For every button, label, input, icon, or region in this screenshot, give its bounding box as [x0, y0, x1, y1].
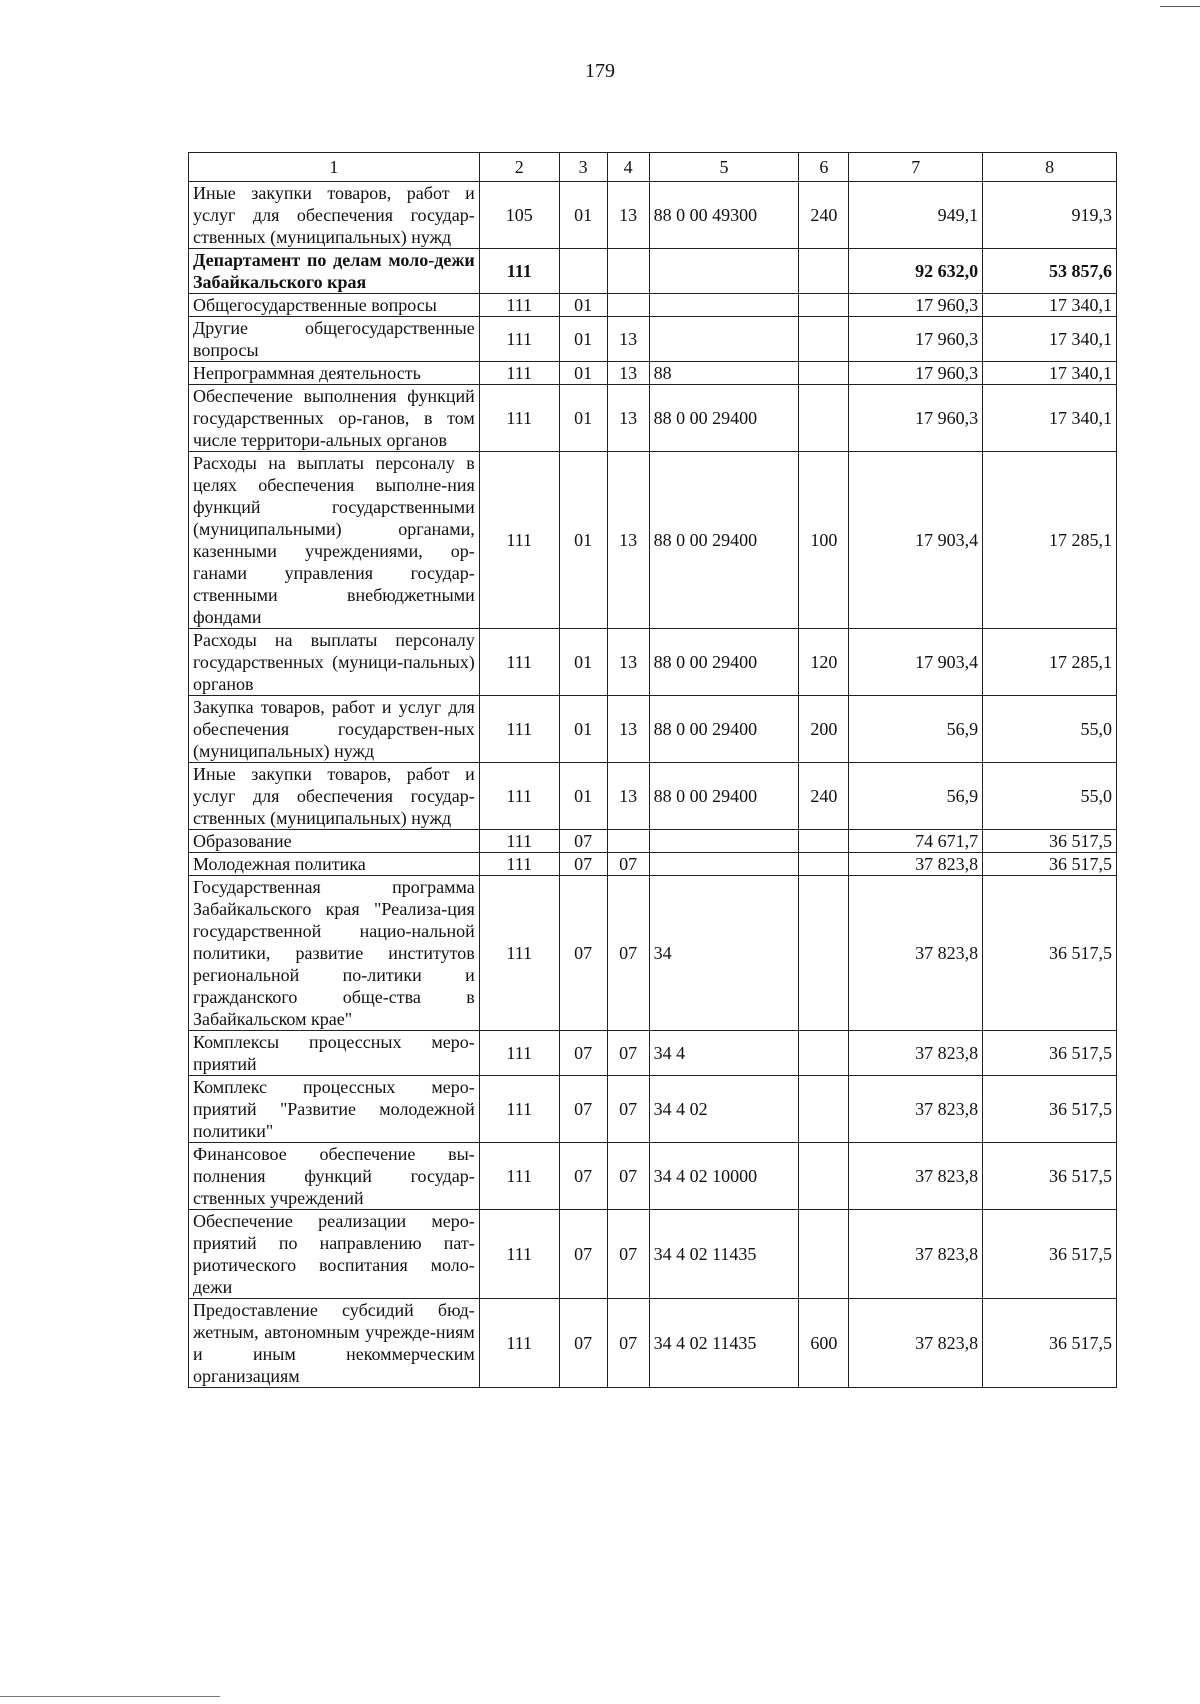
- target-article-code: [649, 294, 799, 317]
- target-article-code: 34 4 02 10000: [649, 1143, 799, 1210]
- subsection-code: 13: [607, 317, 649, 362]
- ministry-code: 111: [479, 249, 559, 294]
- table-row: [189, 249, 1117, 294]
- section-code: 01: [559, 696, 607, 763]
- section-code: 01: [559, 763, 607, 830]
- section-code: 01: [559, 452, 607, 629]
- amount-year-2: 36 517,5: [983, 1143, 1117, 1210]
- amount-year-1: 949,1: [849, 182, 983, 249]
- table-row: [189, 830, 1117, 853]
- budget-table: [188, 152, 1117, 1388]
- target-article-code: 34 4 02: [649, 1076, 799, 1143]
- amount-year-2: 17 340,1: [983, 385, 1117, 452]
- column-header: 7: [849, 153, 983, 182]
- budget-item-name: Иные закупки товаров, работ и услуг для обеспечения государ-ственных (муниципальных) нужд: [189, 182, 480, 249]
- table-row: [189, 1076, 1117, 1143]
- budget-item-name: Департамент по делам моло-дежи Забайкальского края: [189, 249, 480, 294]
- table-row: [189, 763, 1117, 830]
- table-row: [189, 629, 1117, 696]
- subsection-code: 07: [607, 1076, 649, 1143]
- table-row: [189, 385, 1117, 452]
- section-code: 07: [559, 876, 607, 1031]
- amount-year-2: 36 517,5: [983, 876, 1117, 1031]
- budget-item-name: Обеспечение выполнения функций государственных ор-ганов, в том числе территори-альных органов: [189, 385, 480, 452]
- expense-type-code: [799, 1076, 849, 1143]
- table-row: [189, 853, 1117, 876]
- expense-type-code: [799, 1143, 849, 1210]
- subsection-code: 13: [607, 696, 649, 763]
- target-article-code: 34 4 02 11435: [649, 1210, 799, 1299]
- amount-year-2: 36 517,5: [983, 1210, 1117, 1299]
- target-article-code: 88 0 00 29400: [649, 385, 799, 452]
- section-code: [559, 249, 607, 294]
- target-article-code: 88 0 00 29400: [649, 696, 799, 763]
- target-article-code: 88: [649, 362, 799, 385]
- amount-year-1: 17 903,4: [849, 452, 983, 629]
- amount-year-1: 92 632,0: [849, 249, 983, 294]
- amount-year-2: 55,0: [983, 763, 1117, 830]
- column-header: 8: [983, 153, 1117, 182]
- section-code: 07: [559, 1299, 607, 1388]
- section-code: 01: [559, 182, 607, 249]
- target-article-code: [649, 317, 799, 362]
- ministry-code: 111: [479, 876, 559, 1031]
- section-code: 07: [559, 853, 607, 876]
- table-row: [189, 876, 1117, 1031]
- budget-table-body: [189, 153, 1117, 1388]
- table-row: [189, 294, 1117, 317]
- budget-item-name: Другие общегосударственные вопросы: [189, 317, 480, 362]
- amount-year-2: 36 517,5: [983, 1299, 1117, 1388]
- amount-year-1: 56,9: [849, 696, 983, 763]
- table-row: [189, 1299, 1117, 1388]
- target-article-code: 34 4: [649, 1031, 799, 1076]
- table-row: [189, 362, 1117, 385]
- amount-year-2: 919,3: [983, 182, 1117, 249]
- target-article-code: [649, 249, 799, 294]
- ministry-code: 111: [479, 452, 559, 629]
- ministry-code: 111: [479, 294, 559, 317]
- column-header: 6: [799, 153, 849, 182]
- amount-year-2: 17 340,1: [983, 317, 1117, 362]
- table-row: [189, 1031, 1117, 1076]
- amount-year-1: 37 823,8: [849, 853, 983, 876]
- budget-item-name: Иные закупки товаров, работ и услуг для обеспечения государ-ственных (муниципальных) нужд: [189, 763, 480, 830]
- amount-year-2: 36 517,5: [983, 853, 1117, 876]
- section-code: 07: [559, 1076, 607, 1143]
- budget-item-name: Расходы на выплаты персоналу в целях обеспечения выполне-ния функций государственными (муниципальными) органами, казенными учреждениями, ор-ганами управления государ-ственными внебюджетными фондами: [189, 452, 480, 629]
- budget-item-name: Финансовое обеспечение вы-полнения функций государ-ственных учреждений: [189, 1143, 480, 1210]
- subsection-code: 07: [607, 1031, 649, 1076]
- expense-type-code: [799, 385, 849, 452]
- subsection-code: 07: [607, 1299, 649, 1388]
- target-article-code: 34 4 02 11435: [649, 1299, 799, 1388]
- amount-year-1: 17 960,3: [849, 317, 983, 362]
- section-code: 01: [559, 362, 607, 385]
- subsection-code: 13: [607, 763, 649, 830]
- ministry-code: 111: [479, 1210, 559, 1299]
- subsection-code: 13: [607, 362, 649, 385]
- bottom-edge-rule: [0, 1696, 220, 1697]
- amount-year-1: 74 671,7: [849, 830, 983, 853]
- budget-item-name: Расходы на выплаты персоналу государственных (муници-пальных) органов: [189, 629, 480, 696]
- section-code: 07: [559, 1143, 607, 1210]
- ministry-code: 111: [479, 830, 559, 853]
- amount-year-1: 56,9: [849, 763, 983, 830]
- amount-year-2: 36 517,5: [983, 1031, 1117, 1076]
- column-number-row: [189, 153, 1117, 182]
- expense-type-code: 120: [799, 629, 849, 696]
- ministry-code: 111: [479, 385, 559, 452]
- ministry-code: 111: [479, 763, 559, 830]
- amount-year-2: 36 517,5: [983, 1076, 1117, 1143]
- subsection-code: [607, 249, 649, 294]
- expense-type-code: [799, 1031, 849, 1076]
- expense-type-code: [799, 249, 849, 294]
- target-article-code: [649, 830, 799, 853]
- budget-item-name: Общегосударственные вопросы: [189, 294, 480, 317]
- expense-type-code: 600: [799, 1299, 849, 1388]
- ministry-code: 111: [479, 696, 559, 763]
- section-code: 07: [559, 1031, 607, 1076]
- amount-year-2: 53 857,6: [983, 249, 1117, 294]
- section-code: 07: [559, 830, 607, 853]
- expense-type-code: [799, 853, 849, 876]
- budget-item-name: Предоставление субсидий бюд-жетным, автономным учрежде-ниям и иным некоммерческим организациям: [189, 1299, 480, 1388]
- amount-year-2: 55,0: [983, 696, 1117, 763]
- column-header: 3: [559, 153, 607, 182]
- amount-year-1: 17 960,3: [849, 385, 983, 452]
- subsection-code: 13: [607, 385, 649, 452]
- column-header: 1: [189, 153, 480, 182]
- section-code: 07: [559, 1210, 607, 1299]
- amount-year-1: 17 960,3: [849, 294, 983, 317]
- target-article-code: 88 0 00 29400: [649, 763, 799, 830]
- subsection-code: 07: [607, 876, 649, 1031]
- table-row: [189, 182, 1117, 249]
- expense-type-code: [799, 830, 849, 853]
- expense-type-code: 240: [799, 182, 849, 249]
- budget-item-name: Закупка товаров, работ и услуг для обеспечения государствен-ных (муниципальных) нужд: [189, 696, 480, 763]
- amount-year-1: 37 823,8: [849, 1031, 983, 1076]
- amount-year-2: 17 285,1: [983, 629, 1117, 696]
- target-article-code: 88 0 00 29400: [649, 629, 799, 696]
- subsection-code: 13: [607, 452, 649, 629]
- section-code: 01: [559, 294, 607, 317]
- expense-type-code: 200: [799, 696, 849, 763]
- budget-item-name: Комплексы процессных меро-приятий: [189, 1031, 480, 1076]
- column-header: 2: [479, 153, 559, 182]
- column-header: 5: [649, 153, 799, 182]
- subsection-code: [607, 830, 649, 853]
- column-header: 4: [607, 153, 649, 182]
- budget-item-name: Непрограммная деятельность: [189, 362, 480, 385]
- expense-type-code: [799, 876, 849, 1031]
- budget-item-name: Комплекс процессных меро-приятий "Развитие молодежной политики": [189, 1076, 480, 1143]
- ministry-code: 111: [479, 1076, 559, 1143]
- top-edge-rule: [1160, 6, 1200, 7]
- amount-year-1: 37 823,8: [849, 1299, 983, 1388]
- budget-item-name: Обеспечение реализации меро-приятий по направлению пат-риотического воспитания моло-дежи: [189, 1210, 480, 1299]
- amount-year-1: 37 823,8: [849, 1076, 983, 1143]
- target-article-code: 88 0 00 49300: [649, 182, 799, 249]
- table-row: [189, 1143, 1117, 1210]
- target-article-code: 88 0 00 29400: [649, 452, 799, 629]
- ministry-code: 111: [479, 853, 559, 876]
- budget-item-name: Образование: [189, 830, 480, 853]
- table-row: [189, 452, 1117, 629]
- amount-year-1: 37 823,8: [849, 876, 983, 1031]
- budget-item-name: Государственная программа Забайкальского края "Реализа-ция государственной нацио-нальной политики, развитие институтов региональной по-литики и гражданского обще-ства в Забайкальском крае": [189, 876, 480, 1031]
- ministry-code: 111: [479, 362, 559, 385]
- subsection-code: 07: [607, 1143, 649, 1210]
- section-code: 01: [559, 629, 607, 696]
- page-number: 179: [585, 60, 615, 82]
- ministry-code: 105: [479, 182, 559, 249]
- ministry-code: 111: [479, 1031, 559, 1076]
- ministry-code: 111: [479, 629, 559, 696]
- table-row: [189, 317, 1117, 362]
- subsection-code: 07: [607, 853, 649, 876]
- expense-type-code: 100: [799, 452, 849, 629]
- ministry-code: 111: [479, 1299, 559, 1388]
- amount-year-1: 37 823,8: [849, 1143, 983, 1210]
- subsection-code: 13: [607, 629, 649, 696]
- ministry-code: 111: [479, 317, 559, 362]
- table-row: [189, 696, 1117, 763]
- amount-year-1: 37 823,8: [849, 1210, 983, 1299]
- amount-year-2: 17 340,1: [983, 362, 1117, 385]
- subsection-code: [607, 294, 649, 317]
- amount-year-2: 17 285,1: [983, 452, 1117, 629]
- subsection-code: 13: [607, 182, 649, 249]
- expense-type-code: [799, 1210, 849, 1299]
- amount-year-1: 17 903,4: [849, 629, 983, 696]
- amount-year-2: 17 340,1: [983, 294, 1117, 317]
- amount-year-1: 17 960,3: [849, 362, 983, 385]
- table-row: [189, 1210, 1117, 1299]
- target-article-code: [649, 853, 799, 876]
- expense-type-code: [799, 362, 849, 385]
- section-code: 01: [559, 385, 607, 452]
- expense-type-code: [799, 317, 849, 362]
- section-code: 01: [559, 317, 607, 362]
- amount-year-2: 36 517,5: [983, 830, 1117, 853]
- budget-item-name: Молодежная политика: [189, 853, 480, 876]
- target-article-code: 34: [649, 876, 799, 1031]
- expense-type-code: 240: [799, 763, 849, 830]
- expense-type-code: [799, 294, 849, 317]
- subsection-code: 07: [607, 1210, 649, 1299]
- ministry-code: 111: [479, 1143, 559, 1210]
